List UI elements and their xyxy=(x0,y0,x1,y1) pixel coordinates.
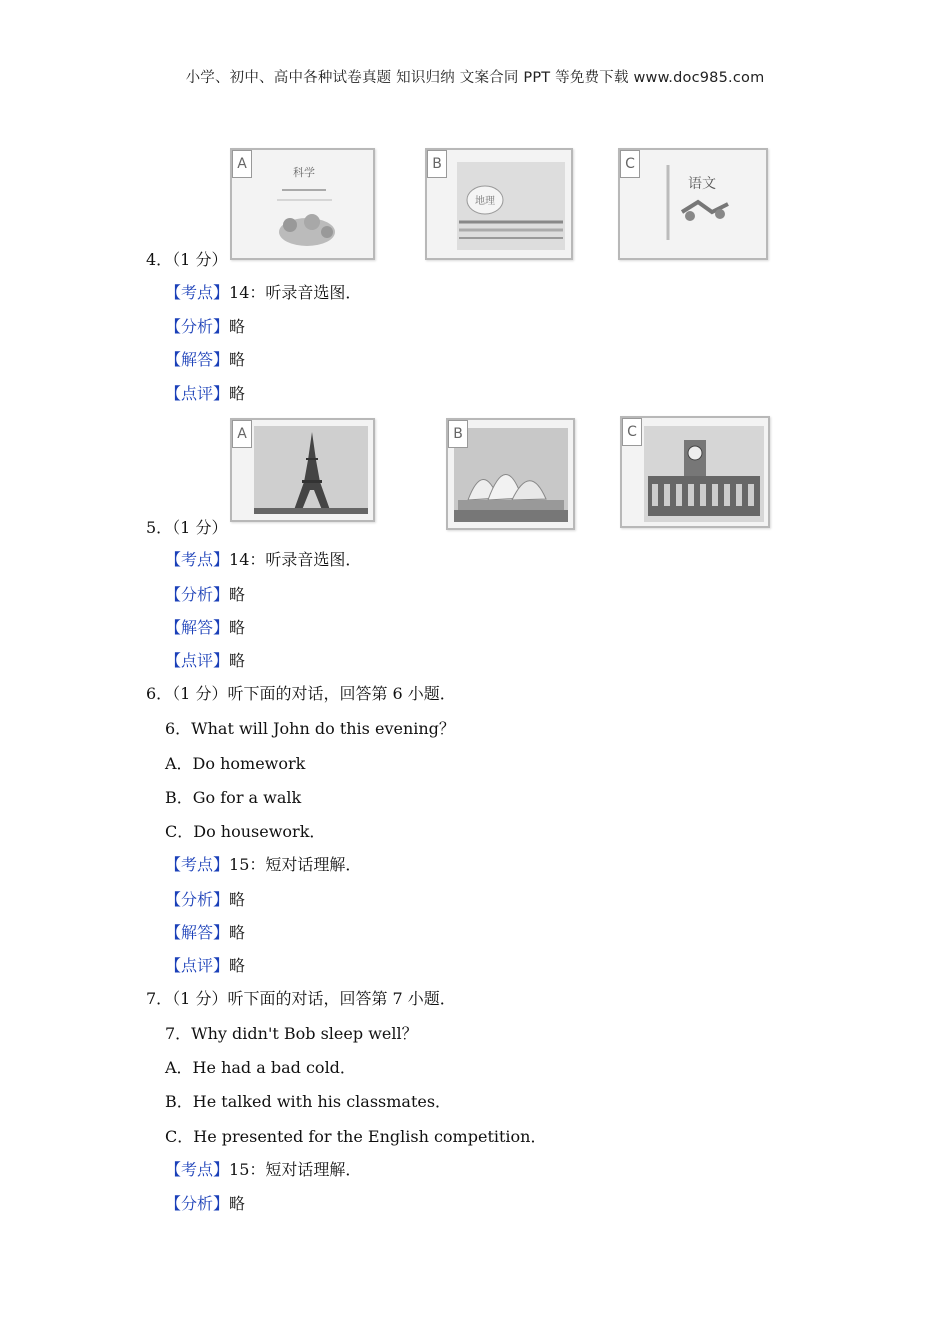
jieda-label: 【解答】 xyxy=(165,923,230,942)
dianping-label: 【点评】 xyxy=(165,956,230,975)
fenxi-label: 【分析】 xyxy=(165,585,230,604)
fenxi-text: 略 xyxy=(229,1194,246,1213)
q4-fenxi xyxy=(165,317,245,337)
dianping-text: 略 xyxy=(229,384,246,403)
q4-kaodian xyxy=(165,283,361,303)
kaodian-label: 【考点】 xyxy=(165,283,230,302)
q7-option-a[interactable]: A．He had a bad cold． xyxy=(165,1058,356,1077)
geography-book-icon xyxy=(427,150,571,258)
eiffel-tower-icon xyxy=(232,420,373,520)
q7-kaodian xyxy=(165,1160,361,1180)
clock-tower-building-icon xyxy=(622,418,768,526)
jieda-label: 【解答】 xyxy=(165,618,230,637)
picture-caption: 语文 xyxy=(688,176,716,192)
dianping-label: 【点评】 xyxy=(165,384,230,403)
option-letter: A xyxy=(232,420,252,448)
q6-option-b[interactable]: B．Go for a walk xyxy=(165,788,302,807)
picture-caption: 地理 xyxy=(475,196,495,207)
fenxi-label: 【分析】 xyxy=(165,1194,230,1213)
chinese-book-icon xyxy=(620,150,766,258)
dianping-label: 【点评】 xyxy=(165,651,230,670)
kaodian-text: 14：听录音选图． xyxy=(229,283,362,302)
q7-fenxi xyxy=(165,1194,245,1214)
q7-option-c[interactable]: C．He presented for the English competition． xyxy=(165,1127,547,1146)
page-header: 小学、初中、高中各种试卷真题 知识归纳 文案合同 PPT 等免费下载 www.doc985.com xyxy=(185,70,765,86)
kaodian-text: 15：短对话理解． xyxy=(229,855,362,874)
q4-title: 4．（1 分） xyxy=(146,250,228,269)
q7-option-b[interactable]: B．He talked with his classmates． xyxy=(165,1092,452,1111)
q7-question: 7．Why didn't Bob sleep well？ xyxy=(165,1024,418,1043)
option-letter: A xyxy=(232,150,252,178)
q5-picture-c[interactable] xyxy=(620,416,770,528)
q4-picture-a[interactable] xyxy=(230,148,375,260)
kaodian-label: 【考点】 xyxy=(165,550,230,569)
q4-picture-c[interactable] xyxy=(618,148,768,260)
dianping-text: 略 xyxy=(229,956,246,975)
kaodian-label: 【考点】 xyxy=(165,855,230,874)
q6-question: 6．What will John do this evening？ xyxy=(165,719,455,738)
q6-option-c[interactable]: C．Do housework． xyxy=(165,822,326,841)
option-letter: B xyxy=(427,150,447,178)
fenxi-text: 略 xyxy=(229,317,246,336)
jieda-text: 略 xyxy=(229,350,246,369)
jieda-text: 略 xyxy=(229,923,246,942)
science-book-icon xyxy=(232,150,373,258)
q5-title: 5．（1 分） xyxy=(146,518,228,537)
q6-dianping xyxy=(165,956,245,976)
q4-picture-b[interactable] xyxy=(425,148,573,260)
fenxi-text: 略 xyxy=(229,890,246,909)
picture-caption: 科学 xyxy=(293,166,315,179)
q4-dianping xyxy=(165,384,245,404)
kaodian-text: 15：短对话理解． xyxy=(229,1160,362,1179)
dianping-text: 略 xyxy=(229,651,246,670)
kaodian-text: 14：听录音选图． xyxy=(229,550,362,569)
fenxi-label: 【分析】 xyxy=(165,890,230,909)
q6-title: 6．（1 分）听下面的对话，回答第 6 小题． xyxy=(146,684,456,703)
q6-fenxi xyxy=(165,890,245,910)
q4-jieda xyxy=(165,350,245,370)
jieda-label: 【解答】 xyxy=(165,350,230,369)
kaodian-label: 【考点】 xyxy=(165,1160,230,1179)
q5-fenxi xyxy=(165,585,245,605)
q5-picture-b[interactable] xyxy=(446,418,575,530)
q6-kaodian xyxy=(165,855,361,875)
q6-option-a[interactable]: A．Do homework xyxy=(165,754,306,773)
q5-jieda xyxy=(165,618,245,638)
q5-kaodian xyxy=(165,550,361,570)
option-letter: C xyxy=(622,418,642,446)
fenxi-text: 略 xyxy=(229,585,246,604)
jieda-text: 略 xyxy=(229,618,246,637)
option-letter: C xyxy=(620,150,640,178)
q7-title: 7．（1 分）听下面的对话，回答第 7 小题． xyxy=(146,989,456,1008)
fenxi-label: 【分析】 xyxy=(165,317,230,336)
q5-dianping xyxy=(165,651,245,671)
q5-picture-a[interactable] xyxy=(230,418,375,522)
q6-jieda xyxy=(165,923,245,943)
option-letter: B xyxy=(448,420,468,448)
